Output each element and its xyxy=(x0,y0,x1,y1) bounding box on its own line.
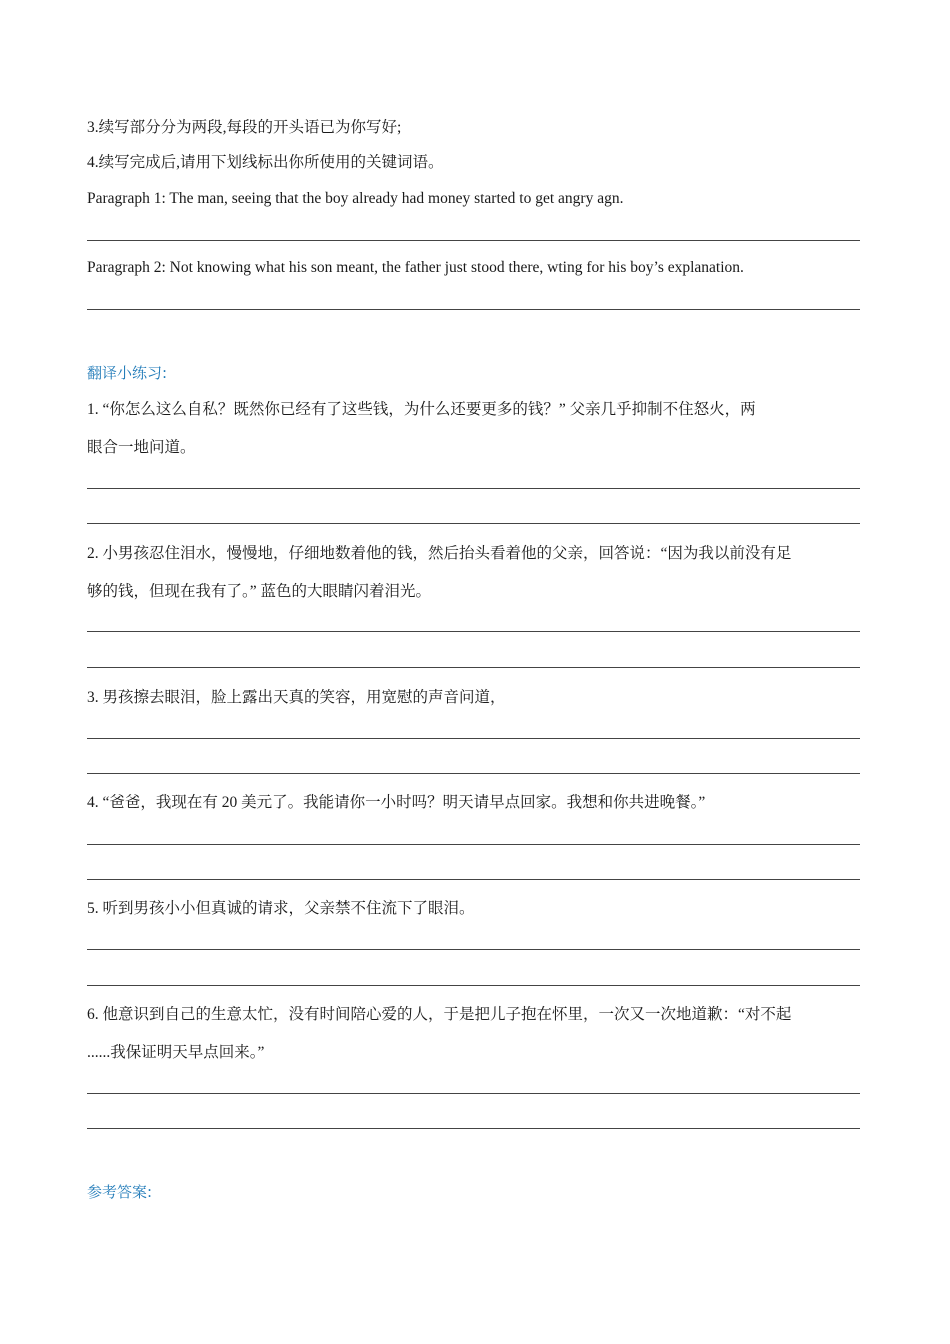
answer-line xyxy=(87,844,860,845)
answer-line xyxy=(87,1093,860,1094)
exercise-2-line-1: 2. 小男孩忍住泪水，慢慢地，仔细地数着他的钱，然后抬头看着他的父亲，回答说：“因为我以前没有足 xyxy=(87,545,792,562)
answer-line xyxy=(87,240,860,241)
instruction-3: 3.续写部分分为两段,每段的开头语已为你写好; xyxy=(87,119,402,136)
instruction-4: 4.续写完成后,请用下划线标出你所使用的关键词语。 xyxy=(87,154,444,171)
answer-line xyxy=(87,773,860,774)
answer-line xyxy=(87,488,860,489)
translation-heading: 翻译小练习: xyxy=(87,364,168,382)
answer-line xyxy=(87,738,860,739)
answer-line xyxy=(87,631,860,632)
exercise-4: 4. “爸爸，我现在有 20 美元了。我能请你一小时吗？明天请早点回家。我想和你共进晚餐。” xyxy=(87,794,706,811)
exercise-5: 5. 听到男孩小小但真诚的请求，父亲禁不住流下了眼泪。 xyxy=(87,900,475,917)
exercise-1-line-2: 眼合一地问道。 xyxy=(87,439,196,456)
exercise-6-line-2: ......我保证明天早点回来。” xyxy=(87,1044,265,1061)
exercise-6-line-1: 6. 他意识到自己的生意太忙，没有时间陪心爱的人，于是把儿子抱在怀里，一次又一次地道歉：“对不起 xyxy=(87,1006,792,1023)
answer-line xyxy=(87,1128,860,1129)
answer-line xyxy=(87,667,860,668)
answer-line xyxy=(87,949,860,950)
answer-line xyxy=(87,309,860,310)
exercise-2-line-2: 够的钱，但现在我有了。” 蓝色的大眼睛闪着泪光。 xyxy=(87,583,432,600)
answers-heading: 参考答案: xyxy=(87,1183,153,1201)
paragraph-2-prompt: Paragraph 2: Not knowing what his son meant, the father just stood there, wting for his boy’s explanation. xyxy=(87,259,744,276)
answer-line xyxy=(87,985,860,986)
answer-line xyxy=(87,879,860,880)
paragraph-1-prompt: Paragraph 1: The man, seeing that the boy already had money started to get angry agn. xyxy=(87,190,624,207)
answer-line xyxy=(87,523,860,524)
exercise-3: 3. 男孩擦去眼泪，脸上露出天真的笑容，用宽慰的声音问道， xyxy=(87,689,506,706)
exercise-1-line-1: 1. “你怎么这么自私？既然你已经有了这些钱，为什么还要更多的钱？” 父亲几乎抑制不住怒火，两 xyxy=(87,401,756,418)
